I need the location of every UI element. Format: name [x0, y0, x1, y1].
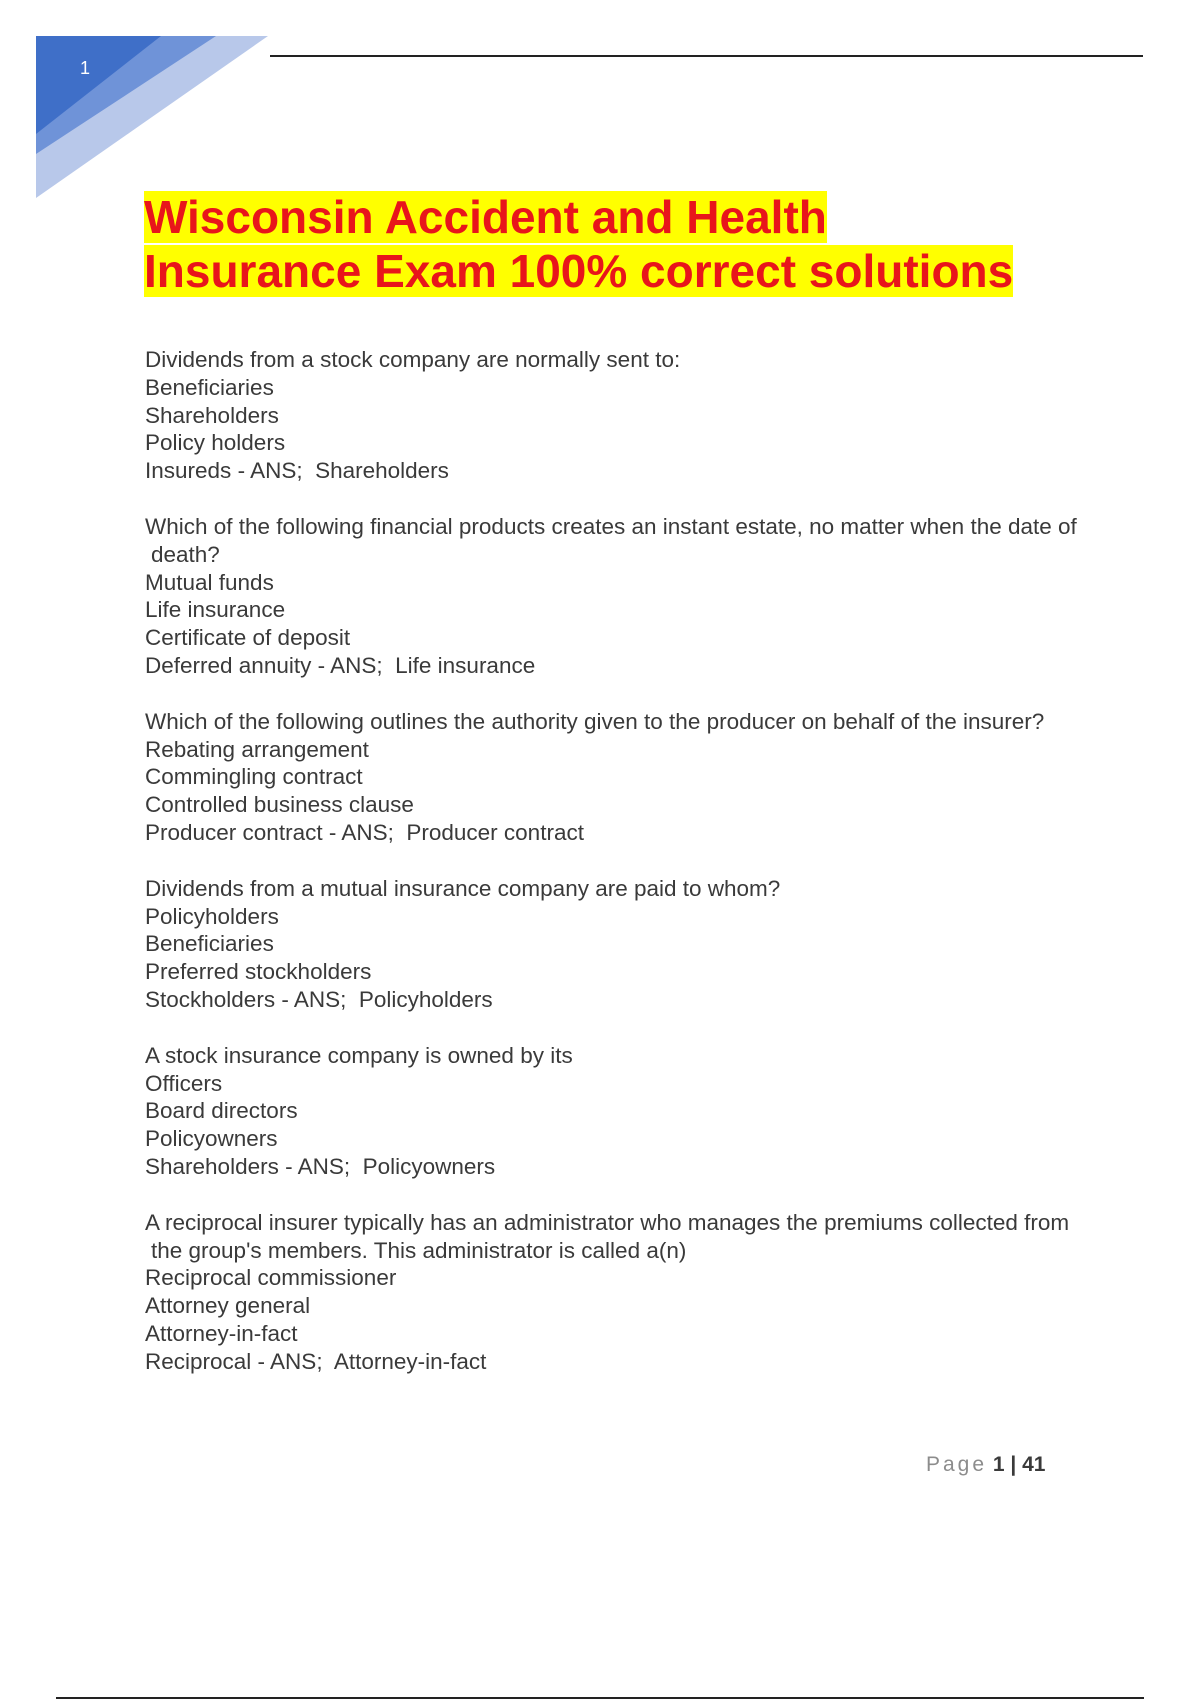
answer-option: Board directors: [145, 1098, 298, 1124]
answer-marker: - ANS;: [231, 458, 316, 484]
answer-option: Policy holders: [145, 430, 286, 456]
answer-option: Reciprocal commissioner: [145, 1265, 397, 1291]
answer-option: Insureds: [145, 458, 232, 484]
final-option-with-answer: [145, 1153, 1085, 1181]
page-footer: [926, 1453, 1045, 1477]
answer-option: Officers: [145, 1070, 223, 1096]
correct-answer: Producer contract: [406, 819, 584, 845]
answer-option: Attorney-in-fact: [145, 1320, 298, 1346]
answer-option: Certificate of deposit: [145, 625, 351, 651]
answer-option: Shareholders: [145, 402, 279, 428]
header-rule: [270, 55, 1143, 57]
question-block: [145, 346, 1085, 485]
corner-decoration: [36, 36, 268, 198]
answer-option: Policyowners: [145, 1126, 278, 1152]
answer-marker: - ANS;: [322, 819, 407, 845]
answer-marker: - ANS;: [251, 1348, 334, 1374]
question-text: A stock insurance company is owned by its: [145, 1042, 573, 1068]
final-option-with-answer: [145, 652, 1085, 680]
title-line-2: Insurance Exam 100% correct solutions: [144, 245, 1014, 297]
document-title: [144, 190, 1084, 298]
final-option-with-answer: [145, 819, 1085, 847]
footer-rule: [56, 1697, 1144, 1699]
answer-option: Producer contract: [145, 819, 323, 845]
corner-page-number: 1: [80, 58, 91, 78]
total-pages: 41: [1022, 1453, 1046, 1476]
question-text: Dividends from a mutual insurance company are paid to whom?: [145, 875, 781, 901]
current-page-number: 1: [992, 1453, 1005, 1476]
answer-option: Controlled business clause: [145, 792, 414, 818]
question-list: [145, 346, 1085, 1404]
answer-option: Mutual funds: [145, 569, 274, 595]
question-block: [145, 708, 1085, 847]
question-block: [145, 513, 1085, 680]
final-option-with-answer: [145, 1348, 1085, 1376]
question-text: Which of the following financial products creates an instant estate, no matter when the date of death?: [145, 513, 1084, 567]
answer-option: Preferred stockholders: [145, 959, 372, 985]
correct-answer: Shareholders: [315, 458, 449, 484]
final-option-with-answer: [145, 986, 1085, 1014]
answer-option: Beneficiaries: [145, 931, 274, 957]
correct-answer: Policyowners: [362, 1153, 496, 1179]
page-label: Page: [926, 1453, 988, 1476]
answer-option: Deferred annuity: [145, 652, 312, 678]
answer-option: Shareholders: [145, 1153, 279, 1179]
final-option-with-answer: [145, 457, 1085, 485]
answer-option: Rebating arrangement: [145, 736, 369, 762]
correct-answer: Policyholders: [358, 986, 493, 1012]
correct-answer: Life insurance: [395, 652, 536, 678]
question-text: Which of the following outlines the authority given to the producer on behalf of the insurer?: [145, 708, 1045, 734]
answer-option: Beneficiaries: [145, 374, 274, 400]
answer-option: Attorney general: [145, 1293, 311, 1319]
answer-option: Commingling contract: [145, 764, 363, 790]
page-separator: |: [1004, 1453, 1023, 1476]
answer-marker: - ANS;: [275, 986, 359, 1012]
answer-option: Reciprocal: [145, 1348, 252, 1374]
question-block: [145, 1209, 1085, 1376]
question-text: A reciprocal insurer typically has an administrator who manages the premiums collected from the group's members. This administrator is called a(n): [145, 1209, 1076, 1263]
answer-option: Stockholders: [145, 986, 276, 1012]
question-block: [145, 1042, 1085, 1181]
answer-marker: - ANS;: [278, 1153, 363, 1179]
correct-answer: Attorney-in-fact: [333, 1348, 487, 1374]
answer-option: Life insurance: [145, 597, 286, 623]
answer-option: Policyholders: [145, 903, 279, 929]
question-text: Dividends from a stock company are normally sent to:: [145, 347, 681, 372]
answer-marker: - ANS;: [311, 652, 396, 678]
title-line-1: Wisconsin Accident and Health: [144, 191, 827, 243]
question-block: [145, 875, 1085, 1014]
